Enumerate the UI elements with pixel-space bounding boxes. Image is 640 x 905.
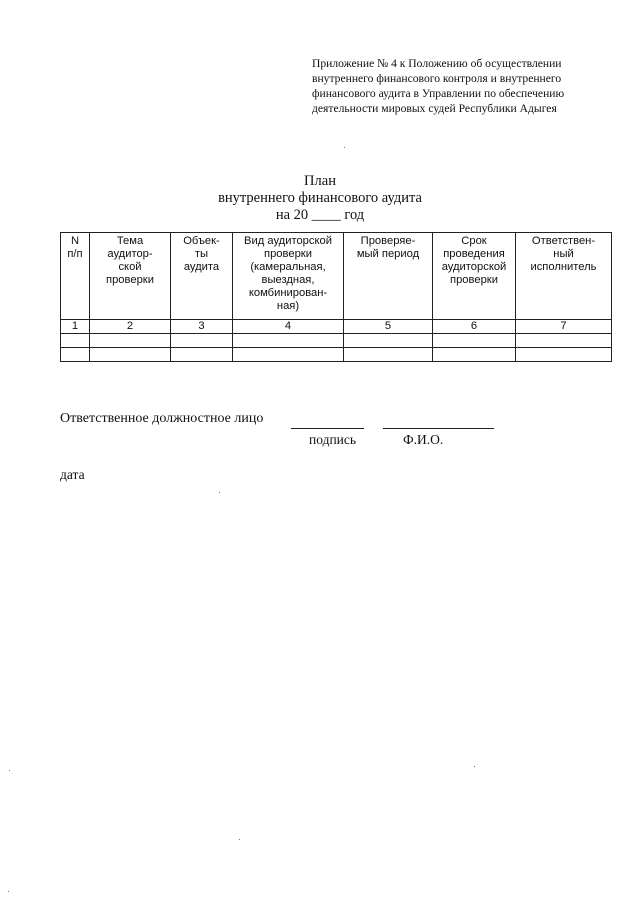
column-number: 1: [61, 320, 90, 334]
appendix-note: [312, 56, 612, 116]
header-number: N п/п: [61, 233, 90, 320]
appendix-line: деятельности мировых судей Республики Адыгея: [312, 102, 557, 115]
signature-caption: подпись: [309, 432, 357, 447]
header-audit-objects: Объек- ты аудита: [171, 233, 233, 320]
scan-speck: [8, 891, 9, 892]
column-number: 3: [171, 320, 233, 334]
scan-speck: [474, 766, 475, 767]
audit-plan-table: [60, 232, 612, 362]
column-number: 6: [433, 320, 516, 334]
title-line-year: на 20 ____ год: [275, 207, 365, 223]
table-cell: [90, 334, 171, 348]
header-audited-period: Проверяе- мый период: [344, 233, 433, 320]
scan-speck: [239, 839, 240, 840]
column-number: 5: [344, 320, 433, 334]
responsible-person-label: Ответственное должностное лицо: [60, 411, 264, 426]
table-cell: [344, 348, 433, 362]
table-cell: [433, 348, 516, 362]
table-cell: [516, 334, 612, 348]
date-label: дата: [60, 467, 85, 482]
table-cell: [61, 348, 90, 362]
scan-speck: [219, 492, 220, 493]
appendix-line: Приложение № 4 к Положению об осуществлении: [312, 57, 562, 70]
appendix-line: внутреннего финансового контроля и внутреннего: [312, 72, 562, 85]
table-cell: [344, 334, 433, 348]
table-cell: [516, 348, 612, 362]
table-cell: [233, 334, 344, 348]
table-cell: [90, 348, 171, 362]
column-number: 2: [90, 320, 171, 334]
header-audit-term: Срок проведения аудиторской проверки: [433, 233, 516, 320]
document-title: [0, 173, 640, 224]
fio-line: [383, 428, 494, 429]
appendix-line: финансового аудита в Управлении по обеспечению: [312, 87, 565, 100]
title-line-plan: План: [304, 173, 336, 189]
table-row: [61, 348, 612, 362]
table-header-row: [61, 233, 612, 320]
scan-speck: [344, 147, 345, 148]
column-number: 4: [233, 320, 344, 334]
header-audit-topic: Тема аудитор- ской проверки: [90, 233, 171, 320]
table-cell: [171, 348, 233, 362]
table-cell: [433, 334, 516, 348]
table-row: [61, 334, 612, 348]
table-cell: [233, 348, 344, 362]
table-cell: [171, 334, 233, 348]
column-number: 7: [516, 320, 612, 334]
title-line-subject: внутреннего финансового аудита: [218, 190, 422, 206]
column-number-row: [61, 320, 612, 334]
scan-speck: [9, 770, 10, 771]
fio-caption: Ф.И.О.: [403, 432, 444, 447]
header-audit-type: Вид аудиторской проверки (камеральная, выездная, комбинирован- ная): [233, 233, 344, 320]
signature-line: [291, 428, 364, 429]
table-cell: [61, 334, 90, 348]
header-responsible-executor: Ответствен- ный исполнитель: [516, 233, 612, 320]
